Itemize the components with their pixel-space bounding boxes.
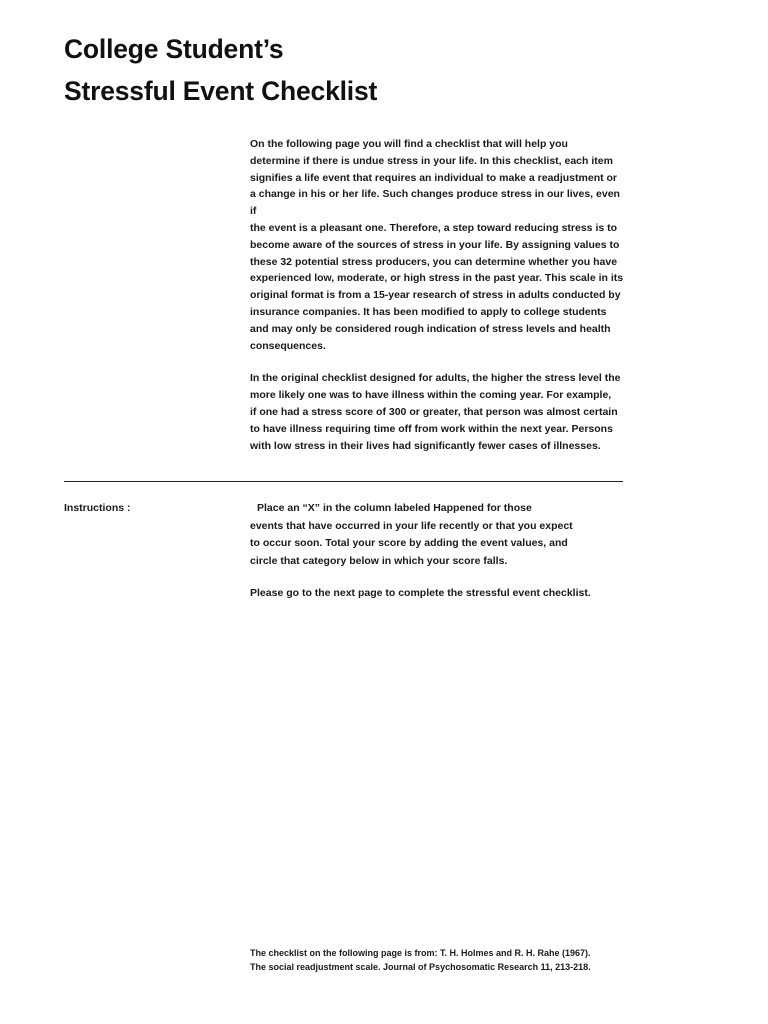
citation-footnote bbox=[250, 946, 650, 974]
intro-p1-line: the event is a pleasant one. Therefore, a step toward reducing stress is to bbox=[250, 221, 618, 234]
instructions-line: to occur soon. Total your score by adding the event values, and bbox=[250, 537, 568, 549]
intro-p2-line: more likely one was to have illness within the coming year. For example, bbox=[250, 389, 612, 402]
intro-p1-line: On the following page you will find a checklist that will help you bbox=[250, 138, 568, 150]
page-title-line-2: Stressful Event Checklist bbox=[64, 76, 378, 106]
intro-p1-line: a change in his or her life. Such changes produce stress in our lives, even if bbox=[250, 188, 620, 218]
intro-p1-line: and may only be considered rough indication of stress levels and health bbox=[250, 322, 611, 335]
intro-p2-line: to have illness requiring time off from work within the next year. Persons bbox=[250, 422, 613, 435]
intro-section bbox=[250, 136, 625, 454]
intro-p1-line: consequences. bbox=[250, 339, 326, 352]
intro-p1-line: signifies a life event that requires an individual to make a readjustment or bbox=[250, 171, 618, 184]
intro-p1-line: insurance companies. It has been modified to apply to college students bbox=[250, 305, 607, 318]
intro-p1-line: determine if there is undue stress in your life. In this checklist, each item bbox=[250, 154, 613, 167]
instructions-line: circle that category below in which your score falls. bbox=[250, 554, 508, 567]
intro-p2-line: if one had a stress score of 300 or greater, that person was almost certain bbox=[250, 405, 618, 418]
instructions-label: Instructions : bbox=[64, 502, 131, 514]
citation-line-1: The checklist on the following page is from: T. H. Holmes and R. H. Rahe (1967). bbox=[250, 948, 591, 958]
instructions-line: Place an “X” in the column labeled Happened for those bbox=[257, 502, 532, 514]
next-page-note: Please go to the next page to complete the stressful event checklist. bbox=[250, 587, 591, 599]
page-title bbox=[64, 28, 377, 112]
instructions-line: events that have occurred in your life recently or that you expect bbox=[250, 519, 573, 532]
intro-p2-line: with low stress in their lives had significantly fewer cases of illnesses. bbox=[250, 439, 601, 452]
intro-p1-line: experienced low, moderate, or high stress in the past year. This scale in its bbox=[250, 272, 624, 285]
citation-line-2: The social readjustment scale. Journal of Psychosomatic Research 11, 213-218. bbox=[250, 962, 591, 972]
section-divider bbox=[64, 481, 623, 482]
intro-paragraph-2 bbox=[250, 370, 625, 454]
intro-p1-line: become aware of the sources of stress in your life. By assigning values to bbox=[250, 238, 620, 251]
intro-p1-line: original format is from a 15-year research of stress in adults conducted by bbox=[250, 289, 621, 302]
instructions-text bbox=[250, 500, 625, 603]
intro-paragraph-1 bbox=[250, 136, 625, 354]
instructions-body bbox=[250, 500, 625, 570]
page-title-line-1: College Student’s bbox=[64, 34, 284, 64]
intro-p1-line: these 32 potential stress producers, you can determine whether you have bbox=[250, 255, 618, 268]
intro-p2-line: In the original checklist designed for adults, the higher the stress level the bbox=[250, 372, 621, 385]
